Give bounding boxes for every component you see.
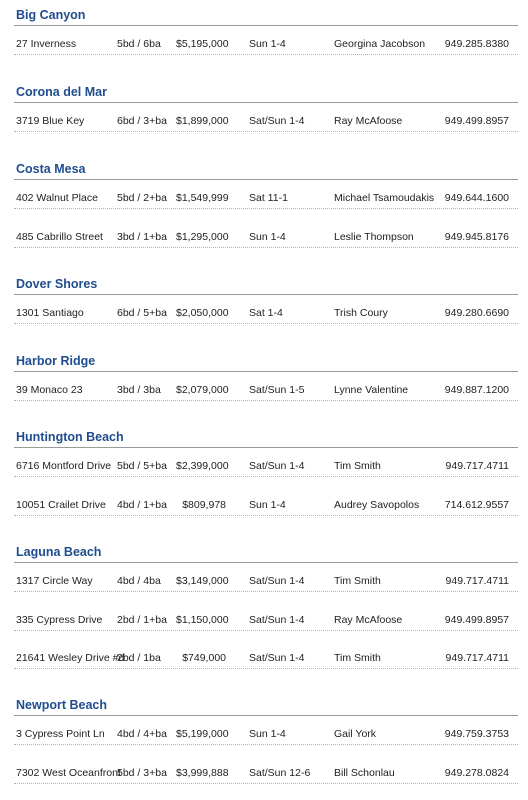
listing-beds-baths: 2bd / 1ba (117, 652, 161, 664)
listing-address: 10051 Crailet Drive (16, 498, 106, 511)
listing-price: $749,000 (182, 652, 226, 664)
listing-row (0, 497, 528, 513)
listing-row (0, 573, 528, 589)
listing-beds-baths: 5bd / 2+ba (117, 192, 167, 204)
section-divider (14, 102, 518, 103)
listing-open-time: Sat/Sun 1-4 (249, 652, 305, 664)
section-divider (14, 25, 518, 26)
listing-price: $1,899,000 (176, 115, 229, 127)
listing-open-time: Sun 1-4 (249, 38, 286, 50)
listing-open-time: Sat/Sun 12-6 (249, 766, 311, 779)
listing-phone[interactable]: 949.717.4711 (445, 575, 509, 587)
section-divider (14, 562, 518, 563)
listing-phone[interactable]: 949.717.4711 (445, 652, 509, 664)
row-divider (14, 131, 518, 132)
listing-price: $5,195,000 (176, 38, 229, 50)
listing-open-time: Sat 11-1 (249, 192, 288, 204)
listing-open-time: Sat 1-4 (249, 307, 283, 319)
listing-beds-baths: 6bd / 3+ba (117, 115, 167, 127)
listing-phone[interactable]: 949.644.1600 (444, 192, 509, 204)
listing-open-time: Sat/Sun 1-4 (249, 460, 305, 472)
listing-beds-baths: 5bd / 6ba (117, 38, 161, 50)
row-divider (14, 247, 518, 248)
section-divider (14, 715, 518, 716)
listing-open-time: Sat/Sun 1-4 (249, 115, 305, 127)
listing-address: 1301 Santiago (16, 307, 84, 319)
listing-phone[interactable]: 949.717.4711 (445, 460, 509, 472)
row-divider (14, 630, 518, 631)
listing-open-time: Sun 1-4 (249, 728, 286, 740)
section-divider (14, 447, 518, 448)
listing-phone[interactable]: 949.278.0824 (444, 766, 509, 779)
row-divider (14, 591, 518, 592)
section-title: Newport Beach (16, 698, 107, 712)
listing-phone[interactable]: 949.285.8380 (444, 38, 509, 50)
row-divider (14, 515, 518, 516)
listing-beds-baths: 5bd / 3+ba (117, 766, 167, 779)
listing-beds-baths: 2bd / 1+ba (117, 613, 167, 626)
listing-beds-baths: 3bd / 3ba (117, 384, 161, 396)
section-divider (14, 294, 518, 295)
listing-agent: Lynne Valentine (334, 384, 409, 396)
listing-row (0, 726, 528, 742)
row-divider (14, 54, 518, 55)
listing-address: 3719 Blue Key (16, 115, 85, 127)
listing-price: $1,549,999 (176, 192, 229, 204)
listing-address: 485 Cabrillo Street (16, 230, 103, 243)
listing-agent: Trish Coury (334, 307, 388, 319)
listing-row (0, 36, 528, 52)
listing-row (0, 765, 528, 781)
listing-price: $2,399,000 (176, 460, 229, 472)
listing-address: 6716 Montford Drive (16, 460, 112, 472)
section-title: Huntington Beach (16, 430, 124, 444)
row-divider (14, 668, 518, 669)
listing-agent: Bill Schonlau (334, 766, 395, 779)
section-divider (14, 179, 518, 180)
row-divider (14, 744, 518, 745)
row-divider (14, 783, 518, 784)
listing-address: 335 Cypress Drive (16, 613, 103, 626)
listing-address: 27 Inverness (16, 38, 77, 50)
listing-price: $1,295,000 (176, 230, 229, 243)
row-divider (14, 208, 518, 209)
listing-address: 39 Monaco 23 (16, 384, 83, 396)
listing-row (0, 305, 528, 321)
listing-row (0, 382, 528, 398)
listing-agent: Leslie Thompson (334, 230, 414, 243)
section-title: Corona del Mar (16, 85, 107, 99)
listing-price: $809,978 (182, 498, 226, 511)
listing-phone[interactable]: 949.499.8957 (444, 115, 509, 127)
listing-beds-baths: 5bd / 5+ba (117, 460, 167, 472)
listing-row (0, 229, 528, 245)
listing-agent: Tim Smith (334, 460, 381, 472)
listing-agent: Michael Tsamoudakis (334, 192, 435, 204)
listing-price: $2,079,000 (176, 384, 229, 396)
listing-price: $2,050,000 (176, 307, 229, 319)
section-title: Laguna Beach (16, 545, 102, 559)
section-title: Dover Shores (16, 277, 98, 291)
listing-agent: Tim Smith (334, 575, 381, 587)
listing-row (0, 190, 528, 206)
listing-price: $5,199,000 (176, 728, 229, 740)
listing-beds-baths: 4bd / 4+ba (117, 728, 167, 740)
listing-agent: Gail York (334, 728, 377, 740)
listing-address: 1317 Circle Way (16, 575, 93, 587)
listing-beds-baths: 3bd / 1+ba (117, 230, 167, 243)
listing-price: $1,150,000 (176, 613, 229, 626)
listing-address: 3 Cypress Point Ln (16, 728, 105, 740)
listing-agent: Ray McAfoose (334, 115, 403, 127)
listing-phone[interactable]: 949.945.8176 (444, 230, 509, 243)
row-divider (14, 476, 518, 477)
listing-beds-baths: 4bd / 4ba (117, 575, 161, 587)
listing-open-time: Sun 1-4 (249, 230, 286, 243)
listing-address: 7302 West Oceanfront (16, 766, 121, 779)
listing-phone[interactable]: 949.499.8957 (444, 613, 509, 626)
listing-agent: Audrey Savopolos (334, 498, 420, 511)
section-title: Harbor Ridge (16, 354, 96, 368)
row-divider (14, 323, 518, 324)
listing-row (0, 113, 528, 129)
listing-phone[interactable]: 949.280.6690 (444, 307, 509, 319)
listing-agent: Tim Smith (334, 652, 381, 664)
listing-agent: Ray McAfoose (334, 613, 403, 626)
listing-open-time: Sun 1-4 (249, 498, 286, 511)
row-divider (14, 400, 518, 401)
listing-open-time: Sat/Sun 1-5 (249, 384, 305, 396)
section-title: Big Canyon (16, 8, 86, 22)
listing-price: $3,999,888 (176, 766, 229, 779)
listing-beds-baths: 6bd / 5+ba (117, 307, 167, 319)
listing-phone[interactable]: 949.759.3753 (444, 728, 509, 740)
listing-address: 402 Walnut Place (16, 192, 98, 204)
listing-price: $3,149,000 (176, 575, 229, 587)
listing-row (0, 458, 528, 474)
listing-open-time: Sat/Sun 1-4 (249, 613, 305, 626)
listing-beds-baths: 4bd / 1+ba (117, 498, 167, 511)
listing-phone[interactable]: 714.612.9557 (444, 498, 509, 511)
section-divider (14, 371, 518, 372)
listing-row (0, 612, 528, 628)
listing-agent: Georgina Jacobson (334, 38, 426, 50)
listing-phone[interactable]: 949.887.1200 (444, 384, 509, 396)
listing-address: 21641 Wesley Drive #d (16, 652, 125, 664)
listing-open-time: Sat/Sun 1-4 (249, 575, 305, 587)
section-title: Costa Mesa (16, 162, 86, 176)
listing-row (0, 650, 528, 666)
